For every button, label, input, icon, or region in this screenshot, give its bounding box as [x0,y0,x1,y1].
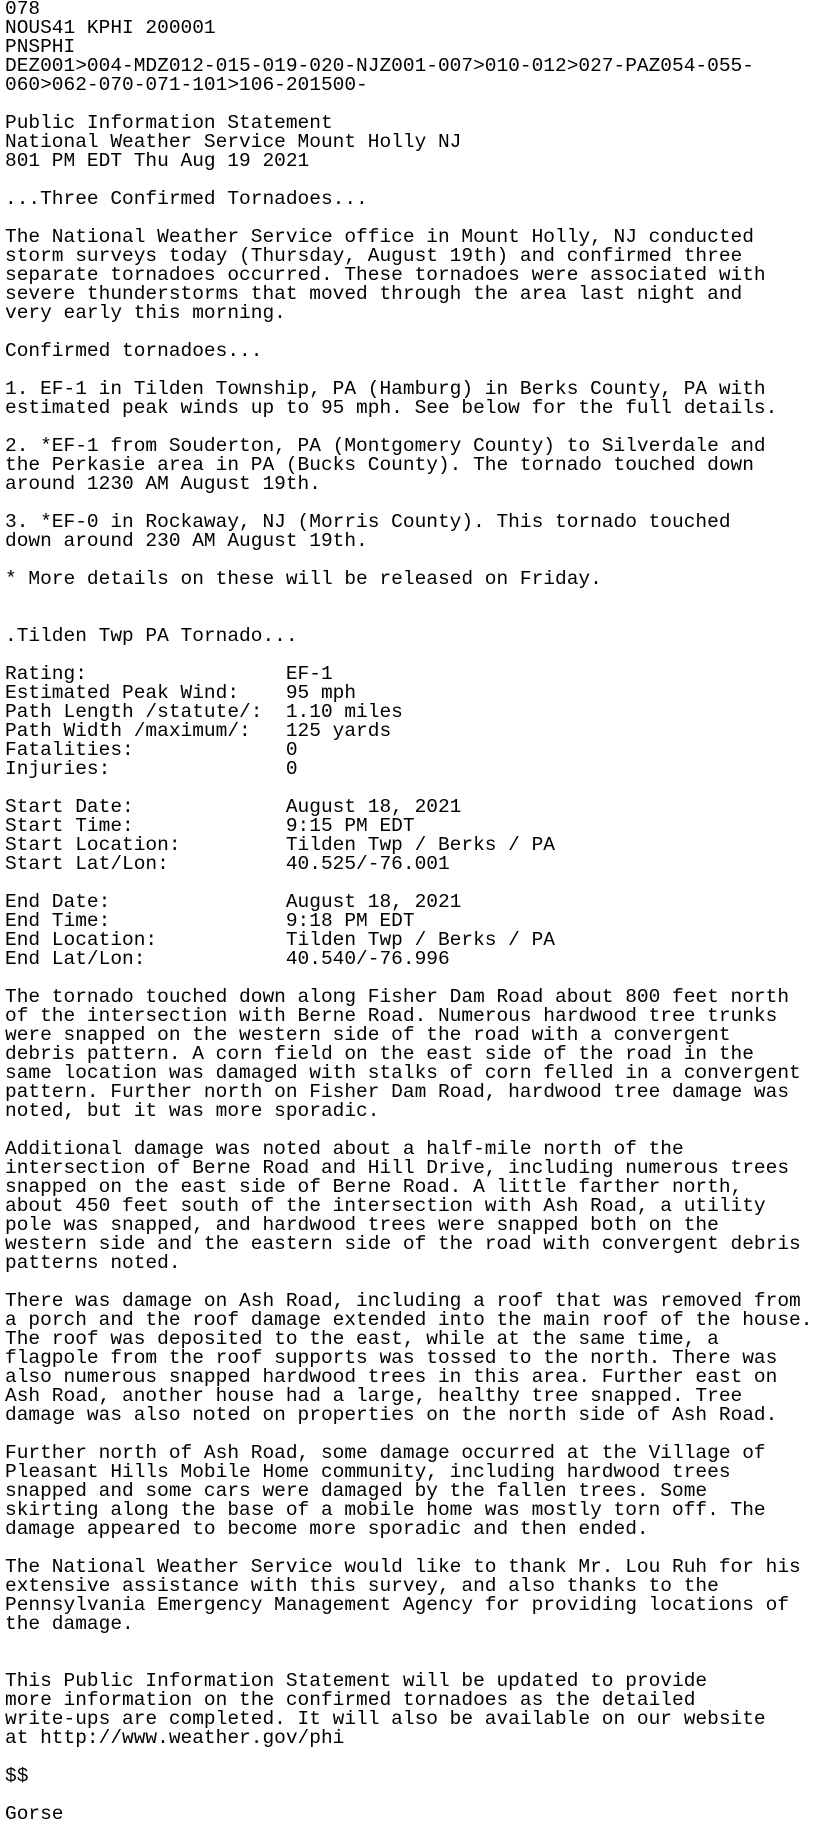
text-line: extensive assistance with this survey, and also thanks to the [5,1575,719,1597]
text-line: noted, but it was more sporadic. [5,1100,380,1122]
text-line: DEZ001>004-MDZ012-015-019-020-NJZ001-007>010-012>027-PAZ054-055- [5,55,754,77]
text-line: damage was also noted on properties on the north side of Ash Road. [5,1404,778,1426]
text-line: write-ups are completed. It will also be available on our website [5,1708,766,1730]
text-line: ...Three Confirmed Tornadoes... [5,188,368,210]
text-line: the damage. [5,1613,134,1635]
text-line: This Public Information Statement will be updated to provide [5,1670,708,1692]
text-line: 1. EF-1 in Tilden Township, PA (Hamburg) in Berks County, PA with [5,378,766,400]
text-line: pattern. Further north on Fisher Dam Road, hardwood tree damage was [5,1081,790,1103]
text-line: Path Width /maximum/: 125 yards [5,720,392,742]
text-line: The National Weather Service office in Mount Holly, NJ conducted [5,226,754,248]
text-line: The National Weather Service would like to thank Mr. Lou Ruh for his [5,1556,801,1578]
text-line: End Lat/Lon: 40.540/-76.996 [5,948,450,970]
text-line: debris pattern. A corn field on the east side of the road in the [5,1043,754,1065]
text-line: western side and the eastern side of the road with convergent debris [5,1233,801,1255]
text-line: very early this morning. [5,302,286,324]
text-line: around 1230 AM August 19th. [5,473,321,495]
text-line: 060>062-070-071-101>106-201500- [5,74,368,96]
text-line: at http://www.weather.gov/phi [5,1727,345,1749]
text-line: End Time: 9:18 PM EDT [5,910,415,932]
text-line [5,1786,834,1805]
text-line: NOUS41 KPHI 200001 [5,17,216,39]
text-line: of the intersection with Berne Road. Numerous hardwood tree trunks [5,1005,778,1027]
text-line: National Weather Service Mount Holly NJ [5,131,462,153]
text-line: about 450 feet south of the intersection with Ash Road, a utility [5,1195,766,1217]
text-line: Start Time: 9:15 PM EDT [5,815,415,837]
text-line: pole was snapped, and hardwood trees were snapped both on the [5,1214,719,1236]
text-line: Injuries: 0 [5,758,298,780]
text-line: Start Lat/Lon: 40.525/-76.001 [5,853,450,875]
text-line: snapped on the east side of Berne Road. A little farther north, [5,1176,743,1198]
text-line: $$ [5,1765,29,1787]
text-line: snapped and some cars were damaged by the fallen trees. Some [5,1480,708,1502]
text-line: The roof was deposited to the east, while at the same time, a [5,1328,719,1350]
text-line: Start Location: Tilden Twp / Berks / PA [5,834,555,856]
text-line: severe thunderstorms that moved through the area last night and [5,283,743,305]
text-line: 3. *EF-0 in Rockaway, NJ (Morris County). This tornado touched [5,511,731,533]
text-line: * More details on these will be released on Friday. [5,568,602,590]
text-line: intersection of Berne Road and Hill Drive, including numerous trees [5,1157,790,1179]
text-line: 2. *EF-1 from Souderton, PA (Montgomery County) to Silverdale and [5,435,766,457]
text-line: patterns noted. [5,1252,181,1274]
text-line: There was damage on Ash Road, including a roof that was removed from [5,1290,801,1312]
text-line: the Perkasie area in PA (Bucks County). The tornado touched down [5,454,754,476]
text-line: 078 [5,0,41,20]
text-line: storm surveys today (Thursday, August 19th) and confirmed three [5,245,743,267]
text-line: were snapped on the western side of the road with a convergent [5,1024,731,1046]
text-line: Pleasant Hills Mobile Home community, including hardwood trees [5,1461,731,1483]
text-line: estimated peak winds up to 95 mph. See below for the full details. [5,397,778,419]
text-line: Rating: EF-1 [5,663,333,685]
text-line: Estimated Peak Wind: 95 mph [5,682,357,704]
text-line: End Location: Tilden Twp / Berks / PA [5,929,555,951]
text-line: Confirmed tornadoes... [5,340,263,362]
text-line: Fatalities: 0 [5,739,298,761]
text-line: Start Date: August 18, 2021 [5,796,462,818]
text-line: End Date: August 18, 2021 [5,891,462,913]
text-line: also numerous snapped hardwood trees in this area. Further east on [5,1366,778,1388]
text-line: Pennsylvania Emergency Management Agency for providing locations of [5,1594,790,1616]
text-line: 801 PM EDT Thu Aug 19 2021 [5,150,310,172]
text-line: separate tornadoes occurred. These tornadoes were associated with [5,264,766,286]
text-line: Public Information Statement [5,112,333,134]
text-line: Ash Road, another house had a large, healthy tree snapped. Tree [5,1385,743,1407]
text-line: Further north of Ash Road, some damage occurred at the Village of [5,1442,766,1464]
text-line: skirting along the base of a mobile home was mostly torn off. The [5,1499,766,1521]
text-line: flagpole from the roof supports was tossed to the north. There was [5,1347,778,1369]
text-line [5,1748,834,1767]
text-line: same location was damaged with stalks of corn felled in a convergent [5,1062,801,1084]
text-line [5,1634,834,1653]
text-line: damage appeared to become more sporadic and then ended. [5,1518,649,1540]
text-line: Additional damage was noted about a half-mile north of the [5,1138,684,1160]
text-line: down around 230 AM August 19th. [5,530,368,552]
text-line: PNSPHI [5,36,76,58]
text-line: Gorse [5,1803,64,1825]
text-line: The tornado touched down along Fisher Dam Road about 800 feet north [5,986,790,1008]
text-line: .Tilden Twp PA Tornado... [5,625,298,647]
text-line [5,589,834,608]
text-line: more information on the confirmed tornadoes as the detailed [5,1689,696,1711]
text-line: a porch and the roof damage extended into the main roof of the house. [5,1309,813,1331]
text-line: Path Length /statute/: 1.10 miles [5,701,403,723]
